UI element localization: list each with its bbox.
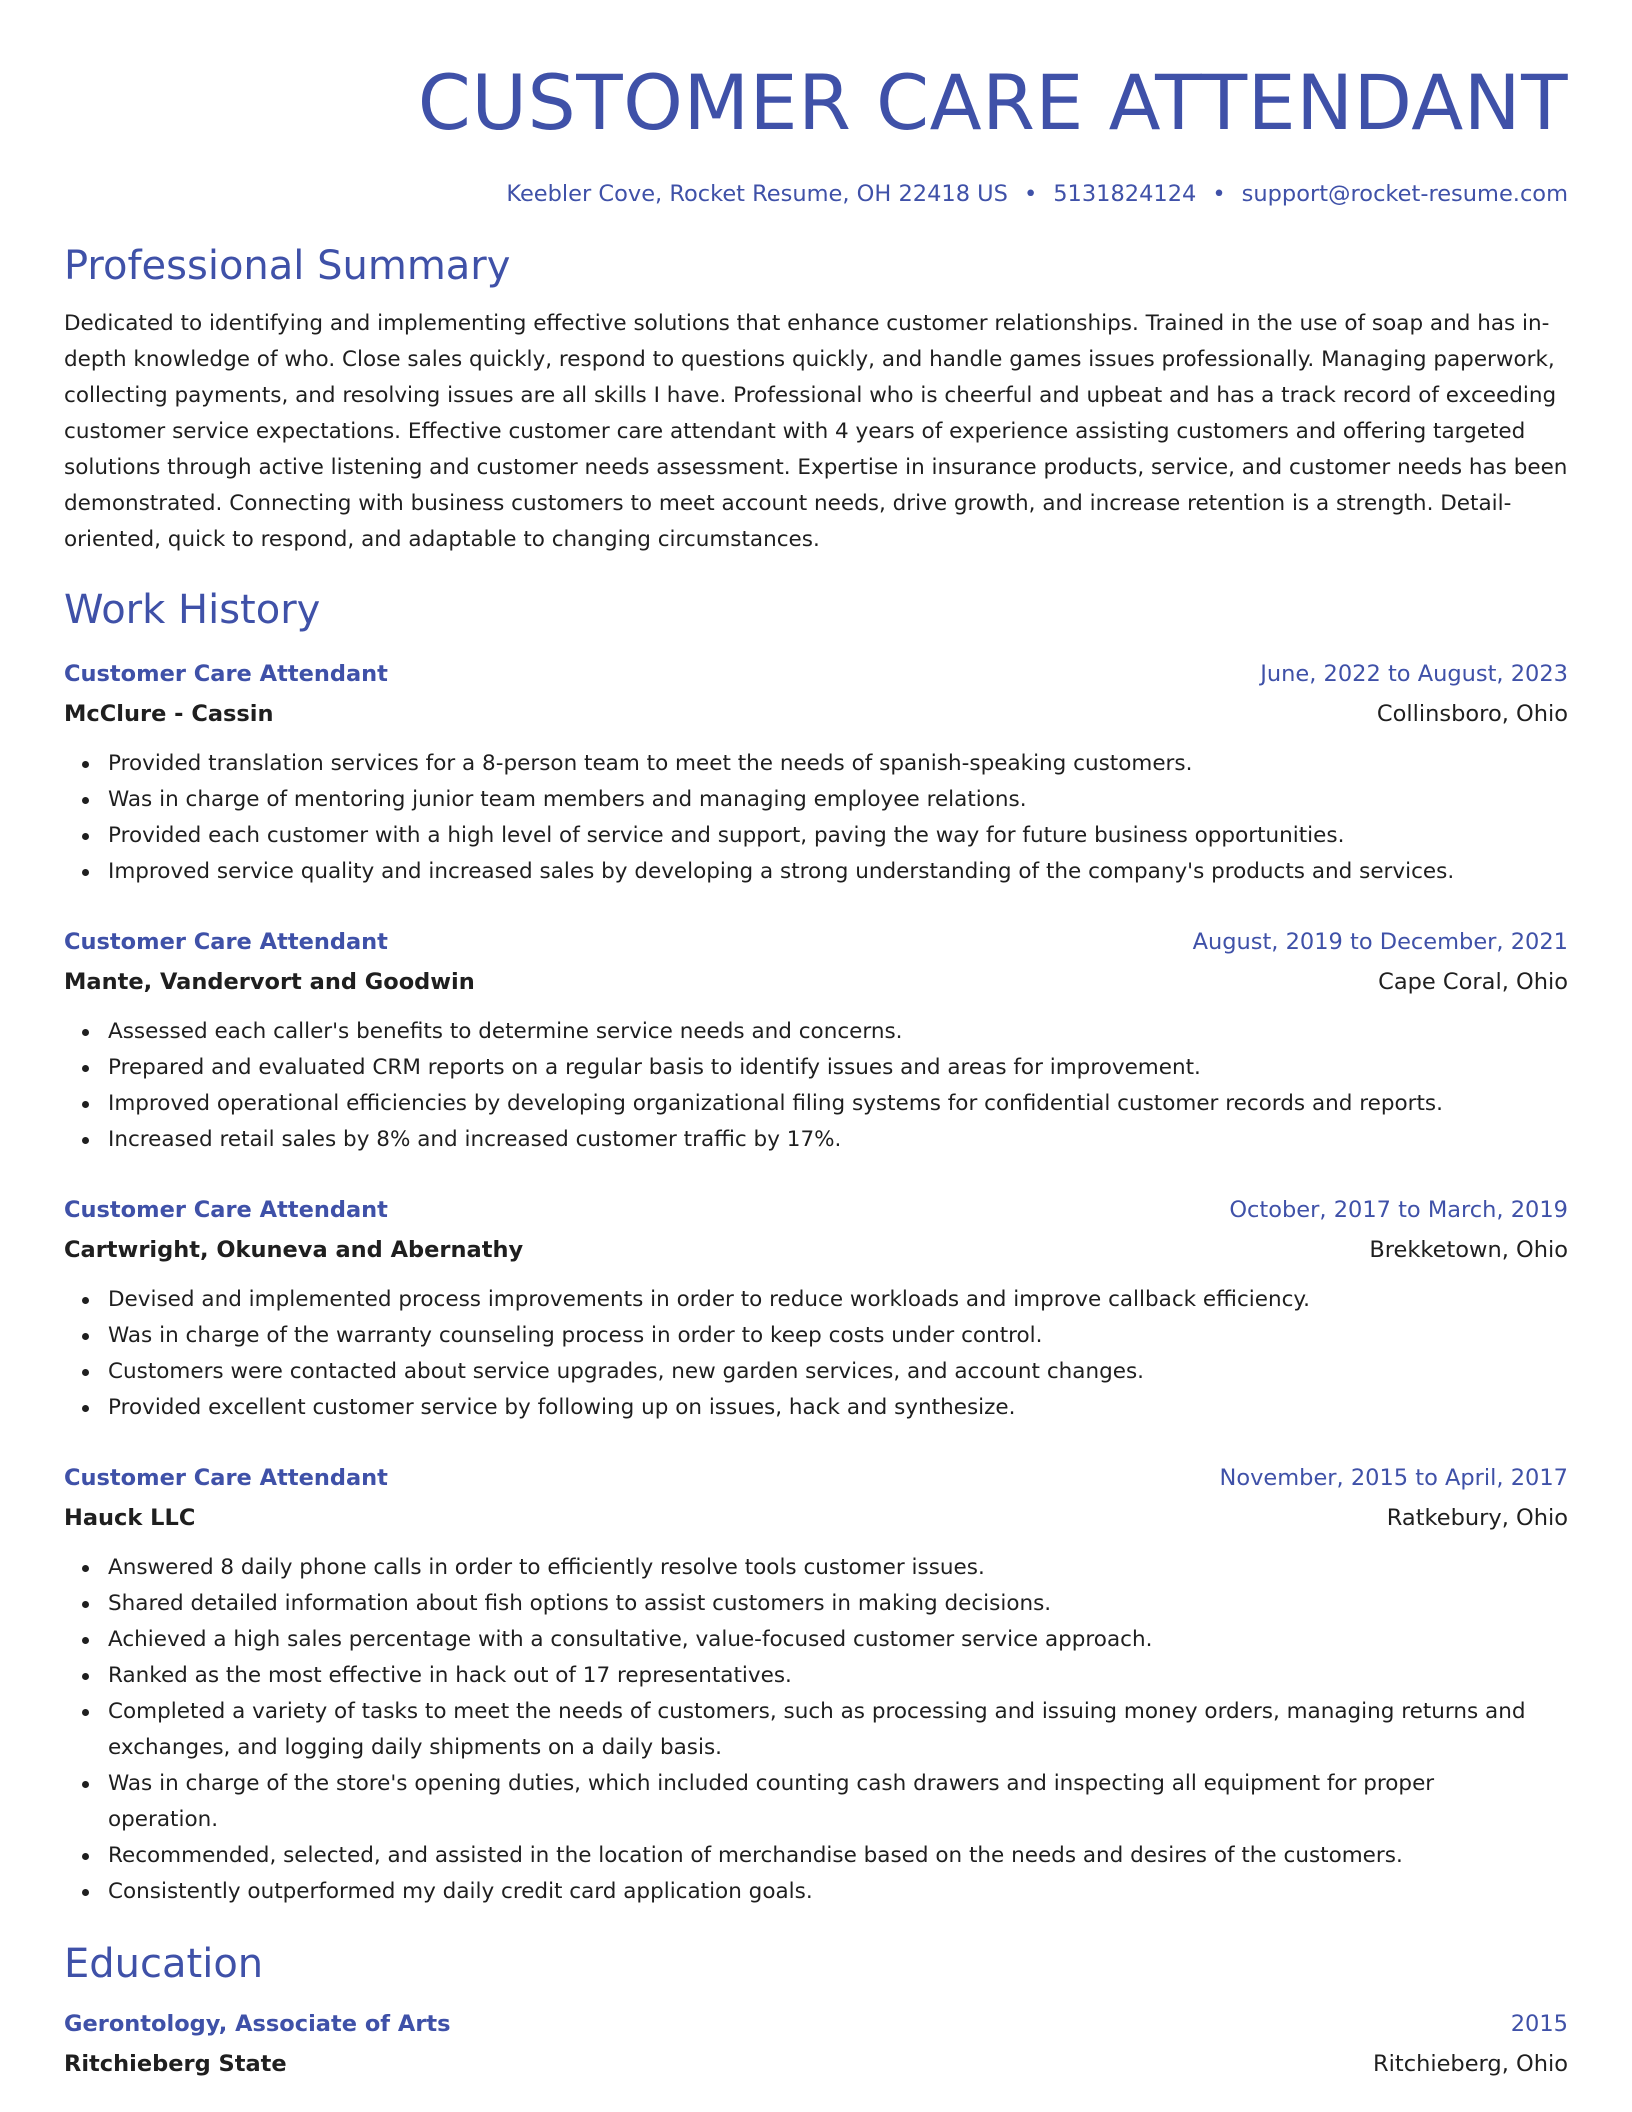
job-location: Cape Coral, Ohio [1378, 969, 1568, 995]
job-bullets [64, 1550, 1568, 1910]
education-location: Ritchieberg, Ohio [1373, 2051, 1568, 2077]
job-dates: August, 2019 to December, 2021 [1192, 929, 1568, 955]
job-bullet: Assessed each caller's benefits to determine service needs and concerns. [108, 1014, 1568, 1050]
job-header-row [64, 924, 1568, 960]
education-header-row [64, 2006, 1568, 2042]
job-bullet: Answered 8 daily phone calls in order to efficiently resolve tools customer issues. [108, 1550, 1568, 1586]
job-company-row [64, 696, 1568, 732]
job-header-row [64, 656, 1568, 692]
job-bullet: Achieved a high sales percentage with a consultative, value-focused customer service approach. [108, 1622, 1568, 1658]
job-title: Customer Care Attendant [64, 1197, 388, 1223]
job-location: Brekketown, Ohio [1369, 1237, 1568, 1263]
job-entry [64, 924, 1568, 1158]
contact-line [64, 178, 1568, 210]
job-bullets [64, 1282, 1568, 1426]
resume-name: CUSTOMER CARE ATTENDANT [417, 58, 1568, 147]
job-bullet: Recommended, selected, and assisted in the location of merchandise based on the needs and desires of the customers. [108, 1838, 1568, 1874]
job-company: Mante, Vandervort and Goodwin [64, 969, 475, 995]
job-bullet: Consistently outperformed my daily credit card application goals. [108, 1874, 1568, 1910]
job-bullet: Provided translation services for a 8-person team to meet the needs of spanish-speaking customers. [108, 746, 1568, 782]
job-header-row [64, 1460, 1568, 1496]
contact-email: support@rocket-resume.com [1241, 181, 1568, 207]
job-company-row [64, 964, 1568, 1000]
job-bullet: Shared detailed information about fish options to assist customers in making decisions. [108, 1586, 1568, 1622]
education-school-row [64, 2046, 1568, 2082]
job-bullet: Improved operational efficiencies by developing organizational filing systems for confidential customer records and reports. [108, 1086, 1568, 1122]
job-company-row [64, 1232, 1568, 1268]
job-bullets [64, 1014, 1568, 1158]
job-bullet: Was in charge of mentoring junior team members and managing employee relations. [108, 782, 1568, 818]
job-company: Hauck LLC [64, 1505, 196, 1531]
job-title: Customer Care Attendant [64, 1465, 388, 1491]
job-bullet: Completed a variety of tasks to meet the needs of customers, such as processing and issuing money orders, managing returns and exchanges, and logging daily shipments on a daily basis. [108, 1694, 1568, 1766]
contact-separator: • [1212, 181, 1226, 207]
job-header-row [64, 1192, 1568, 1228]
job-bullet: Ranked as the most effective in hack out of 17 representatives. [108, 1658, 1568, 1694]
job-title: Customer Care Attendant [64, 661, 388, 687]
job-dates: November, 2015 to April, 2017 [1219, 1465, 1568, 1491]
education-year: 2015 [1510, 2011, 1568, 2037]
education-school: Ritchieberg State [64, 2051, 287, 2077]
contact-phone: 5131824124 [1053, 181, 1197, 207]
job-bullet: Improved service quality and increased sales by developing a strong understanding of the company's products and services. [108, 854, 1568, 890]
job-company: Cartwright, Okuneva and Abernathy [64, 1237, 524, 1263]
job-bullet: Provided excellent customer service by following up on issues, hack and synthesize. [108, 1390, 1568, 1426]
contact-address: Keebler Cove, Rocket Resume, OH 22418 US [506, 181, 1008, 207]
work-history-heading: Work History [64, 587, 321, 633]
resume-header [64, 50, 1568, 210]
contact-separator: • [1023, 181, 1038, 207]
job-bullet: Devised and implemented process improvements in order to reduce workloads and improve callback efficiency. [108, 1282, 1568, 1318]
job-bullet: Increased retail sales by 8% and increased customer traffic by 17%. [108, 1122, 1568, 1158]
job-company: McClure - Cassin [64, 701, 274, 727]
job-entry [64, 1460, 1568, 1910]
job-dates: June, 2022 to August, 2023 [1260, 661, 1568, 687]
job-location: Collinsboro, Ohio [1376, 701, 1568, 727]
job-bullet: Was in charge of the warranty counseling process in order to keep costs under control. [108, 1318, 1568, 1354]
job-bullet: Was in charge of the store's opening duties, which included counting cash drawers and inspecting all equipment for proper operation. [108, 1766, 1568, 1838]
job-dates: October, 2017 to March, 2019 [1229, 1197, 1568, 1223]
education-degree: Gerontology, Associate of Arts [64, 2011, 451, 2037]
job-bullets [64, 746, 1568, 890]
job-entry [64, 1192, 1568, 1426]
education-heading: Education [64, 1941, 264, 1987]
education-entry [64, 2006, 1568, 2082]
summary-text: Dedicated to identifying and implementing effective solutions that enhance customer relationships. Trained in the use of soap and has in-depth knowledge of who. Close sales quickly, respond to questions quickly, and handle games issues professionally. Managing paperwork, collecting payments, and resolving issues are all skills I have. Professional who is cheerful and upbeat and has a track record of exceeding customer service expectations. Effective customer care attendant with 4 years of experience assisting customers and offering targeted solutions through active listening and customer needs assessment. Expertise in insurance products, service, and customer needs has been demonstrated. Connecting with business customers to meet account needs, drive growth, and increase retention is a strength. Detail-oriented, quick to respond, and adaptable to changing circumstances. [64, 311, 1568, 552]
job-bullet: Customers were contacted about service upgrades, new garden services, and account changes. [108, 1354, 1568, 1390]
job-bullet: Prepared and evaluated CRM reports on a regular basis to identify issues and areas for improvement. [108, 1050, 1568, 1086]
job-location: Ratkebury, Ohio [1386, 1505, 1568, 1531]
job-entry [64, 656, 1568, 890]
job-title: Customer Care Attendant [64, 929, 388, 955]
summary-heading: Professional Summary [64, 243, 511, 289]
job-company-row [64, 1500, 1568, 1536]
job-bullet: Provided each customer with a high level of service and support, paving the way for future business opportunities. [108, 818, 1568, 854]
